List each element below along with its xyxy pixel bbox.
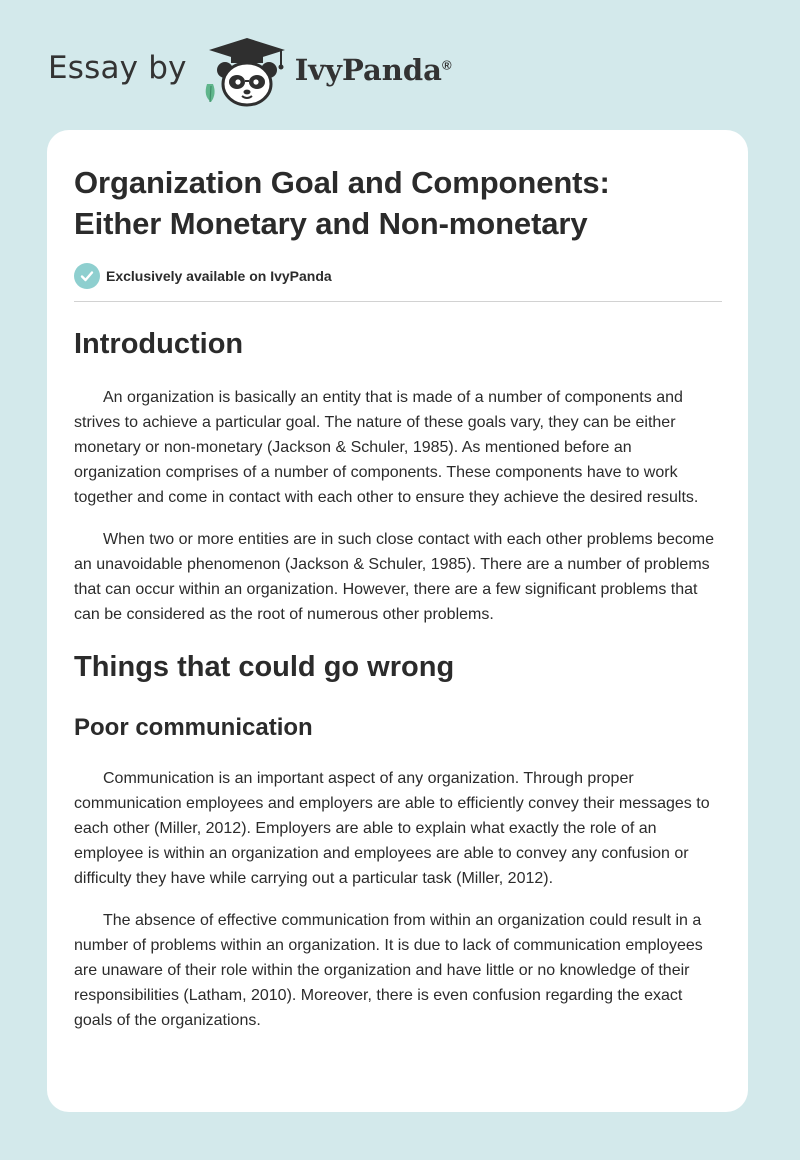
title-line-2: Either Monetary and Non-monetary: [74, 206, 588, 241]
check-icon: [74, 263, 100, 289]
paragraph: An organization is basically an entity that is made of a number of components and strives to achieve a particular goal. The nature of these goals vary, they can be either monetary or non-monetary (Jackson & Schuler, 1985). As mentioned before an organization comprises of a number of components. These components have to work together and come in contact with each other to ensure they achieve the desired results.: [74, 389, 699, 506]
section-heading-introduction: Introduction: [74, 328, 244, 360]
paragraph: Communication is an important aspect of any organization. Through proper communication employees and employers are able to efficiently convey their messages to each other (Miller, 2012). Employers are able to explain what exactly the role of an employee is within an organization and employees are able to convey any confusion or difficulty they have while carrying out a particular task (Miller, 2012).: [74, 770, 710, 887]
title-line-1: Organization Goal and Components:: [74, 165, 610, 200]
divider: [74, 301, 722, 302]
subheading-poor-communication: Poor communication: [74, 714, 313, 741]
brand-header: [48, 36, 452, 108]
article-title: [74, 162, 722, 244]
panda-graduate-icon[interactable]: [201, 36, 293, 108]
section-heading-things-wrong: Things that could go wrong: [74, 651, 455, 683]
badge-text: Exclusively available on IvyPanda: [106, 268, 332, 284]
paragraph: The absence of effective communication from within an organization could result in a number of problems within an organization. It is due to lack of communication employees are unaware of their role within the organization and have little or no knowledge of their responsibilities (Latham, 2010). Moreover, there is even confusion regarding the exact goals of the organizations.: [74, 912, 703, 1029]
essay-by-label: Essay by: [48, 50, 187, 86]
paragraph: When two or more entities are in such close contact with each other problems become an unavoidable phenomenon (Jackson & Schuler, 1985). There are a number of problems that can occur within an organization. However, there are a few significant problems that can be considered as the root of numerous other problems.: [74, 531, 714, 623]
registered-mark: ®: [441, 57, 452, 73]
brand-name[interactable]: IvyPanda®: [294, 53, 452, 87]
article-card: [47, 130, 748, 1112]
exclusive-badge: [74, 263, 722, 289]
